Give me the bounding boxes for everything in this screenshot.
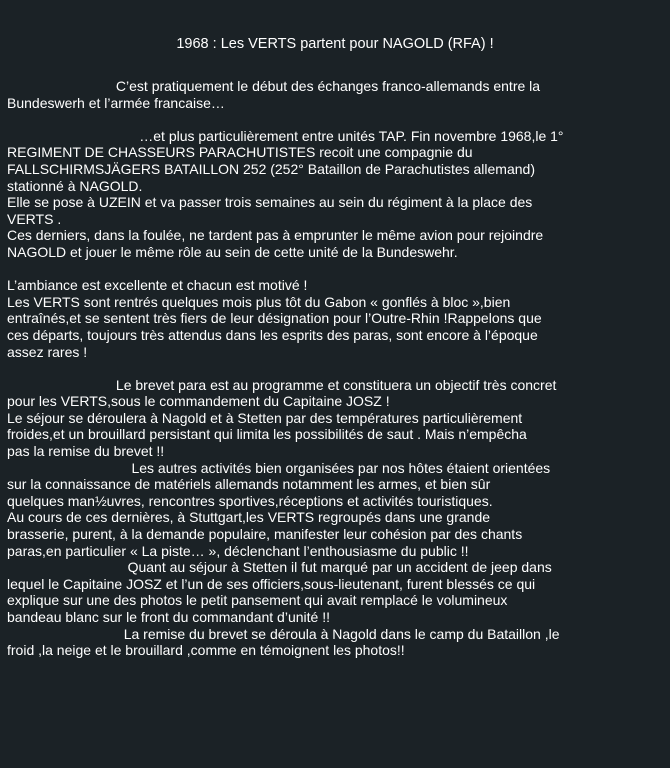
text-line: assez rares ! <box>7 343 88 360</box>
text-line: lequel le Capitaine JOSZ et l’un de ses officiers,sous-lieutenant, furent blessés ce qui <box>7 575 536 592</box>
text-line: REGIMENT DE CHASSEURS PARACHUTISTES recoit une compagnie du <box>7 144 473 161</box>
text-line: Au cours de ces dernières, à Stuttgart,les VERTS regroupés dans une grande <box>7 509 491 526</box>
text-line: FALLSCHIRMSJÄGERS BATAILLON 252 (252° Bataillon de Parachutistes allemand) <box>7 160 535 177</box>
text-line: bandeau blanc sur le front du commandant d’unité !! <box>7 609 330 625</box>
paragraph-ambiance <box>7 277 667 360</box>
text-line: froid ,la neige et le brouillard ,comme en témoignent les photos!! <box>7 642 405 659</box>
text-line: explique sur une des photos le petit pansement qui avait remplacé le volumineux <box>7 592 508 609</box>
text-line: L’ambiance est excellente et chacun est motivé ! <box>7 277 308 294</box>
paragraph-brevet <box>7 377 667 659</box>
text-line: Les autres activités bien organisées par nos hôtes étaient orientées <box>7 459 551 476</box>
text-line: Le séjour se déroulera à Nagold et à Stetten par des températures particulièrement <box>7 409 523 426</box>
text-line: sur la connaissance de matériels allemands notamment les armes, et bien sûr <box>7 476 491 493</box>
text-line: Bundeswerh et l’armée francaise… <box>7 94 225 111</box>
text-line: stationné à NAGOLD. <box>7 177 143 194</box>
text-line: La remise du brevet se déroula à Nagold dans le camp du Bataillon ,le <box>7 625 560 642</box>
document-title: 1968 : Les VERTS partent pour NAGOLD (RFA) ! <box>176 36 494 52</box>
text-line: pour les VERTS,sous le commandement du Capitaine JOSZ ! <box>7 393 390 410</box>
text-line: entraînés,et se sentent très fiers de leur désignation pour l’Outre-Rhin !Rappelons que <box>7 310 542 327</box>
text-line: C’est pratiquement le début des échanges franco-allemands entre la <box>7 78 541 94</box>
document-body <box>7 78 667 659</box>
text-line: paras,en particulier « La piste… », déclenchant l’enthousiasme du public !! <box>7 542 469 559</box>
text-line: …et plus particulièrement entre unités TAP. Fin novembre 1968,le 1° <box>7 127 564 144</box>
text-line: quelques man½uvres, rencontres sportives,réceptions et activités touristiques. <box>7 492 493 509</box>
text-line: Le brevet para est au programme et constituera un objectif très concret <box>7 376 557 393</box>
text-line: Quant au séjour à Stetten il fut marqué par un accident de jeep dans <box>7 559 552 576</box>
text-line: pas la remise du brevet !! <box>7 443 165 460</box>
text-line: ces départs, toujours très attendus dans les esprits des paras, sont encore à l’époque <box>7 326 538 343</box>
paragraph-intro <box>7 78 667 111</box>
text-line: NAGOLD et jouer le même rôle au sein de cette unité de la Bundeswehr. <box>7 243 458 260</box>
text-line: Les VERTS sont rentrés quelques mois plus tôt du Gabon « gonflés à bloc »,bien <box>7 293 511 310</box>
paragraph-exchange <box>7 128 667 261</box>
text-line: brasserie, purent, à la demande populaire, manifester leur cohésion par des chants <box>7 526 523 543</box>
text-line: froides,et un brouillard persistant qui limita les possibilités de saut . Mais n’empêcha <box>7 426 527 443</box>
text-line: Elle se pose à UZEIN et va passer trois semaines au sein du régiment à la place des <box>7 194 533 211</box>
text-line: Ces derniers, dans la foulée, ne tardent pas à emprunter le même avion pour rejoindre <box>7 227 544 244</box>
text-line: VERTS . <box>7 210 62 227</box>
